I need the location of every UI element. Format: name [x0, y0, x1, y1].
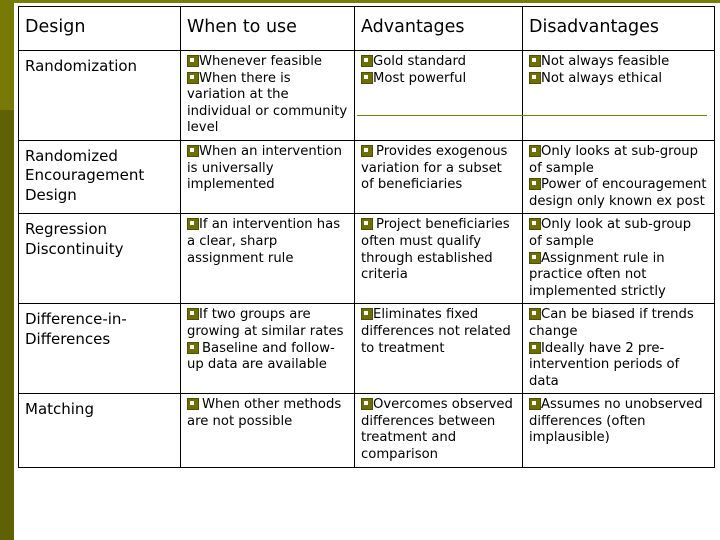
square-bullet-icon: [361, 218, 372, 229]
advantages-cell: Project beneficiaries often must qualify through established criteria: [355, 214, 523, 304]
square-bullet-icon: [529, 55, 540, 66]
square-bullet-icon: [187, 145, 198, 156]
table-row: [19, 51, 715, 141]
square-bullet-icon: [529, 252, 540, 263]
header-design: Design: [19, 7, 181, 51]
table-row: [19, 214, 715, 304]
advantages-cell: Provides exogenous variation for a subset of beneficiaries: [355, 140, 523, 213]
accent-rule: [357, 115, 707, 116]
square-bullet-icon: [529, 72, 540, 83]
header-advantages: Advantages: [355, 7, 523, 51]
sidebar-accent-bar: [0, 0, 14, 540]
square-bullet-icon: [529, 398, 540, 409]
square-bullet-icon: [187, 308, 198, 319]
disadvantages-cell: Only look at sub-group of sample Assignment rule in practice often not implemented strictly: [523, 214, 715, 304]
comparison-table: [18, 6, 715, 468]
table-header-row: [19, 7, 715, 51]
square-bullet-icon: [529, 145, 540, 156]
design-cell: Difference-in-Differences: [19, 304, 181, 394]
square-bullet-icon: [529, 342, 540, 353]
disadvantages-cell: Assumes no unobserved differences (often implausible): [523, 394, 715, 467]
table-row: [19, 140, 715, 213]
when-cell: If an intervention has a clear, sharp assignment rule: [181, 214, 355, 304]
square-bullet-icon: [187, 398, 198, 409]
square-bullet-icon: [529, 178, 540, 189]
advantages-cell: Eliminates fixed differences not related to treatment: [355, 304, 523, 394]
design-cell: Matching: [19, 394, 181, 467]
when-cell: If two groups are growing at similar rates Baseline and follow-up data are available: [181, 304, 355, 394]
disadvantages-cell: Only looks at sub-group of sample Power of encouragement design only known ex post: [523, 140, 715, 213]
top-rule: [14, 0, 720, 3]
disadvantages-cell: Can be biased if trends change Ideally have 2 pre-intervention periods of data: [523, 304, 715, 394]
design-cell: Randomized Encouragement Design: [19, 140, 181, 213]
when-cell: Whenever feasible When there is variation at the individual or community level: [181, 51, 355, 141]
advantages-cell: Overcomes observed differences between treatment and comparison: [355, 394, 523, 467]
square-bullet-icon: [529, 308, 540, 319]
when-cell: When other methods are not possible: [181, 394, 355, 467]
sidebar-accent-dark: [0, 110, 14, 540]
header-disadvantages: Disadvantages: [523, 7, 715, 51]
when-cell: When an intervention is universally implemented: [181, 140, 355, 213]
disadvantages-cell: Not always feasible Not always ethical: [523, 51, 715, 141]
table-row: [19, 304, 715, 394]
square-bullet-icon: [361, 145, 372, 156]
header-when-to-use: When to use: [181, 7, 355, 51]
square-bullet-icon: [529, 218, 540, 229]
square-bullet-icon: [361, 72, 372, 83]
design-cell: Randomization: [19, 51, 181, 141]
square-bullet-icon: [187, 72, 198, 83]
square-bullet-icon: [187, 55, 198, 66]
table-row: [19, 394, 715, 467]
square-bullet-icon: [361, 398, 372, 409]
square-bullet-icon: [187, 218, 198, 229]
square-bullet-icon: [361, 55, 372, 66]
advantages-cell: Gold standard Most powerful: [355, 51, 523, 141]
square-bullet-icon: [187, 342, 198, 353]
square-bullet-icon: [361, 308, 372, 319]
design-cell: Regression Discontinuity: [19, 214, 181, 304]
